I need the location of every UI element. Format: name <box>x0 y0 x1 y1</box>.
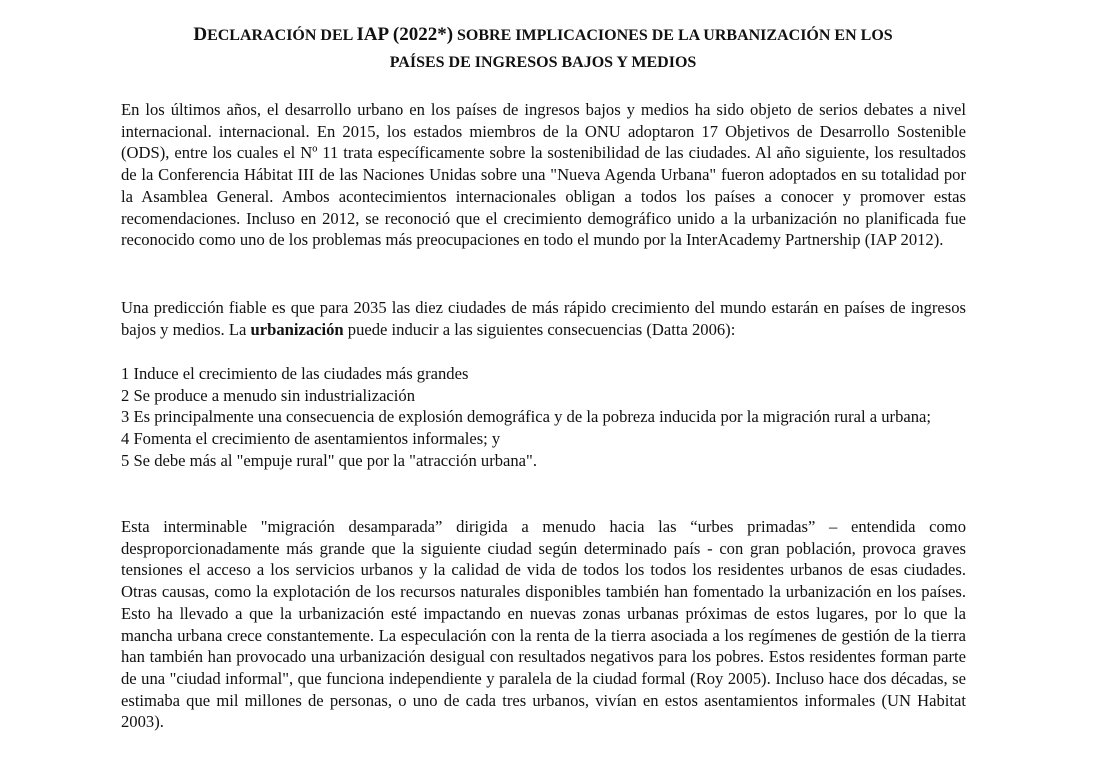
list-item: 1 Induce el crecimiento de las ciudades más grandes <box>121 364 469 383</box>
paragraph-prediction-text-1: Una predicción fiable es que para 2035 las diez ciudades de más rápido crecimiento del mundo estarán en países de ingresos bajos y medios. La <box>121 298 966 339</box>
list-item: 4 Fomenta el crecimiento de asentamientos informales; y <box>121 429 501 449</box>
title-iap: IAP (2022*) <box>356 24 454 45</box>
paragraph-migration: Esta interminable "migración desamparada” dirigida a menudo hacia las “urbes primadas” – entendida como desproporcionadamente más grande que la siguiente ciudad según determinado país - con gran población, provoca graves tensiones el acceso a los servicios urbanos y la calidad de vida de todos los todos los residentes urbanos de esas ciudades. Otras causas, como la explotación de los recursos naturales disponibles también han fomentado la urbanización en los países. Esto ha llevado a que la urbanización esté impactando en nuevas zonas urbanas próximas de estos lugares, por lo que la mancha urbana crece constantemente. La especulación con la renta de la tierra asociada a los regímenes de gestión de la tierra han también han provocado una urbanización desigual con resultados negativos para los pobres. Estos residentes forman parte de una "ciudad informal", que funciona independiente y paralela de la ciudad formal (Roy 2005). Incluso hace dos décadas, se estimaba que mil millones de personas, o uno de cada tres urbanos, vivían en estos asentamientos informales (UN Habitat 2003). <box>121 517 966 732</box>
document-title <box>110 21 976 76</box>
title-line-2: PAÍSES DE INGRESOS BAJOS Y MEDIOS <box>389 54 697 71</box>
title-line-1 <box>193 24 893 45</box>
paragraph-prediction <box>121 297 966 340</box>
title-text-part-2: SOBRE IMPLICACIONES DE LA URBANIZACIÓN EN LOS <box>453 27 893 44</box>
paragraph-intro: En los últimos años, el desarrollo urbano en los países de ingresos bajos y medios ha sido objeto de serios debates a nivel internacional. internacional. En 2015, los estados miembros de la ONU adoptaron 17 Objetivos de Desarrollo Sostenible (ODS), entre los cuales el Nº 11 trata específicamente sobre la sostenibilidad de las ciudades. Al año siguiente, los resultados de la Conferencia Hábitat III de las Naciones Unidas sobre una "Nueva Agenda Urbana" fueron adoptados en su totalidad por la Asamblea General. Ambos acontecimientos internacionales obligan a todos los países a conocer y promover estas recomendaciones. Incluso en 2012, se reconoció que el crecimiento demográfico unido a la urbanización no planificada fue reconocido como uno de los problemas más preocupaciones en todo el mundo por la InterAcademy Partnership (IAP 2012). <box>121 100 966 250</box>
title-drop-cap: D <box>193 24 208 45</box>
consequences-list <box>121 363 966 472</box>
list-item: 5 Se debe más al "empuje rural" que por la "atracción urbana". <box>121 450 537 470</box>
paragraph-prediction-bold: urbanización <box>250 319 344 339</box>
list-item: 2 Se produce a menudo sin industrialización <box>121 385 416 405</box>
paragraph-prediction-text-2: puede inducir a las siguientes consecuencias (Datta 2006): <box>343 319 736 339</box>
title-text-part-1: ECLARACIÓN DEL <box>207 27 357 44</box>
list-item: 3 Es principalmente una consecuencia de explosión demográfica y de la pobreza inducida por la migración rural a urbana; <box>121 407 931 427</box>
